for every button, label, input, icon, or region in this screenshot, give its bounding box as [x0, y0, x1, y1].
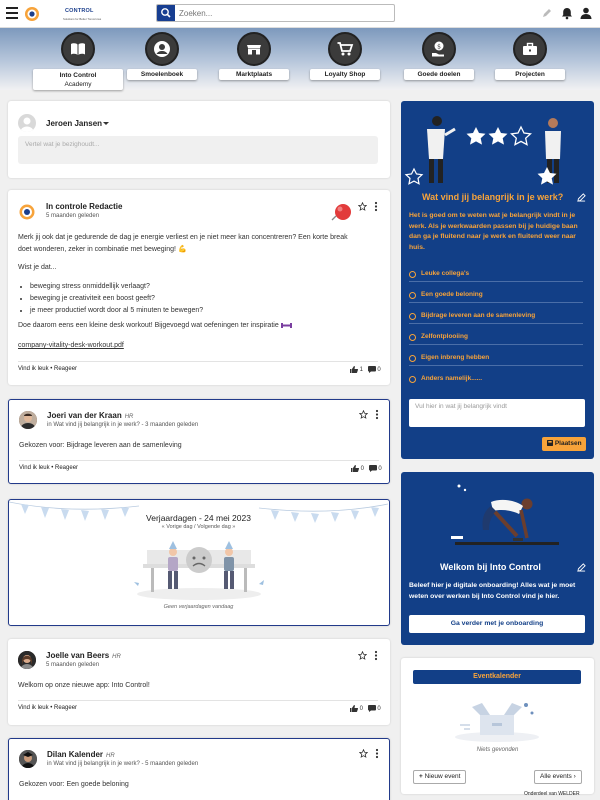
- poll-title: Wat vind jij belangrijk in je werk?: [422, 192, 564, 202]
- post-subtitle[interactable]: in Wat vind jij belangrijk in je werk? - 3 maanden geleden: [47, 422, 199, 428]
- composer-input[interactable]: Vertel wat je bezighoudt...: [18, 136, 378, 164]
- hamburger-icon[interactable]: [6, 7, 18, 19]
- logo-text: CONTROL: [65, 8, 94, 14]
- post-card: [8, 399, 390, 484]
- list-item: • beweging je creativiteit een boost geeft?: [30, 293, 203, 305]
- poll-option[interactable]: Een goede beloning: [409, 289, 583, 303]
- post-text: Gekozen voor: Een goede beloning: [19, 781, 129, 788]
- event-calendar-title: Eventkalender: [413, 670, 581, 684]
- birthdays-day-nav[interactable]: « Vorige dag / Volgende dag »: [161, 524, 236, 530]
- thumbs-up-icon: [350, 366, 358, 373]
- avatar: [18, 651, 36, 669]
- reaction-counts: [350, 705, 381, 712]
- role-label: HR: [124, 414, 134, 420]
- event-calendar-card: [401, 658, 594, 794]
- bell-icon[interactable]: [560, 6, 574, 20]
- poll-option[interactable]: Eigen inbreng hebben: [409, 352, 583, 366]
- like-comment-actions[interactable]: Vind ik leuk • Reageer: [18, 366, 78, 372]
- post-paragraph: Merk jij ook dat je gedurende de dag je energie verliest en je niet meer kan concentreren? Een korte break doet wonderen, zeker in combinatie met beweging!: [18, 234, 348, 253]
- more-options-icon[interactable]: [374, 201, 378, 212]
- attachment-link[interactable]: company-vitality-desk-workout.pdf: [18, 342, 124, 349]
- nav-academy[interactable]: [34, 32, 122, 86]
- birthdays-empty-message: Geen verjaardagen vandaag: [163, 604, 234, 610]
- nav-smoelenboek[interactable]: [118, 32, 206, 86]
- poll-option[interactable]: Bijdrage leveren aan de samenleving: [409, 310, 583, 324]
- comment-count: 0: [378, 466, 382, 473]
- comment-count: 0: [377, 367, 381, 374]
- star-icon[interactable]: [359, 749, 368, 758]
- post-bullet-list: [30, 281, 203, 317]
- all-events-button[interactable]: [534, 770, 582, 784]
- footer-text: Onderdeel van WELDER: [524, 791, 580, 797]
- avatar: [19, 750, 37, 768]
- star-icon[interactable]: [358, 651, 367, 660]
- logo-subtitle: Solutions for Better Tomorrows: [63, 17, 102, 21]
- flexed-bicep-icon: 💪: [177, 246, 187, 253]
- divider: [18, 700, 378, 701]
- dumbbell-icon: [281, 321, 292, 330]
- post-time: 5 maanden geleden: [46, 662, 100, 668]
- chevron-right-icon: ›: [573, 773, 576, 780]
- radio-button[interactable]: [409, 376, 416, 383]
- thumbs-up-icon: [351, 465, 359, 472]
- post-author[interactable]: Dilan Kalender: [47, 750, 104, 759]
- more-options-icon[interactable]: [375, 748, 379, 759]
- search-input[interactable]: [179, 5, 391, 21]
- role-label: HR: [106, 753, 115, 759]
- pencil-icon[interactable]: [540, 6, 554, 20]
- like-comment-actions[interactable]: Vind ik leuk • Reageer: [18, 705, 78, 711]
- nav-loyalty-shop-label: Loyalty Shop: [310, 69, 380, 80]
- welcome-title: Welkom bij Into Control: [440, 562, 541, 572]
- radio-button[interactable]: [409, 313, 416, 320]
- svg-text:$: $: [437, 43, 441, 51]
- nav-marktplaats-label: Marktplaats: [219, 69, 289, 80]
- nav-academy-label: Into Control: [59, 72, 97, 79]
- save-icon: [547, 440, 553, 446]
- briefcase-icon: [513, 32, 547, 66]
- comment-icon: [368, 705, 376, 712]
- thumbs-up-icon: [350, 705, 358, 712]
- like-count: 0: [360, 466, 365, 473]
- radio-button[interactable]: [409, 355, 416, 362]
- reaction-counts: [350, 366, 381, 373]
- role-label: HR: [112, 654, 121, 660]
- comment-icon: [369, 465, 377, 472]
- edit-icon[interactable]: [577, 563, 586, 572]
- book-icon: [61, 32, 95, 66]
- caret-down-icon[interactable]: [103, 121, 109, 126]
- avatar: [18, 114, 36, 132]
- runner-start-illustration: [451, 480, 561, 552]
- events-empty-message: Niets gevonden: [476, 747, 519, 753]
- welcome-panel: [401, 472, 594, 645]
- shopping-cart-icon: [328, 32, 362, 66]
- nav-goede-doelen[interactable]: [395, 32, 483, 86]
- stars-rating-illustration: [401, 107, 594, 187]
- submit-button[interactable]: [542, 437, 586, 451]
- more-options-icon[interactable]: [375, 409, 379, 420]
- like-count: 0: [359, 706, 364, 713]
- sad-people-illustration: [133, 534, 265, 602]
- radio-button[interactable]: [409, 292, 416, 299]
- post-author[interactable]: Joeri van der Kraan: [47, 411, 122, 420]
- company-logo: [18, 203, 36, 221]
- top-bar: [0, 0, 600, 28]
- poll-panel: [401, 101, 594, 459]
- nav-goede-doelen-label: Goede doelen: [404, 69, 474, 80]
- poll-option[interactable]: Zelfontplooiing: [409, 331, 583, 345]
- list-item: • je meer productief wordt door al 5 minuten te bewegen?: [30, 305, 203, 317]
- nav-loyalty-shop[interactable]: [301, 32, 389, 86]
- user-icon[interactable]: [579, 6, 593, 20]
- post-author[interactable]: In controle Redactie: [46, 202, 123, 211]
- poll-option[interactable]: Leuke collega's: [409, 268, 583, 282]
- empty-box-illustration: [452, 693, 542, 743]
- star-icon[interactable]: [358, 202, 367, 211]
- reaction-counts: [351, 465, 382, 472]
- birthdays-card: [8, 499, 390, 626]
- composer-user-name[interactable]: Jeroen Jansen: [46, 119, 103, 128]
- divider: [18, 361, 378, 362]
- search-button[interactable]: [157, 5, 175, 21]
- post-card: [8, 738, 390, 800]
- coins-hand-icon: [422, 32, 456, 66]
- storefront-icon: [237, 32, 271, 66]
- onboarding-button[interactable]: Ga verder met je onboarding: [409, 615, 585, 633]
- post-time: 5 maanden geleden: [46, 213, 100, 219]
- poll-intro: Het is goed om te weten wat je belangrijk vindt in je werk. Als je werkwaarden passen bij je huidige baan dan ga je fluitend naar je werk en fluitend weer naar huis.: [409, 212, 578, 251]
- like-comment-actions[interactable]: Vind ik leuk • Reageer: [19, 465, 79, 471]
- post-author[interactable]: Joelle van Beers: [46, 651, 110, 660]
- nav-marktplaats[interactable]: [210, 32, 298, 86]
- radio-button[interactable]: [409, 334, 416, 341]
- edit-icon[interactable]: [577, 193, 586, 202]
- nav-smoelenboek-label: Smoelenboek: [127, 69, 197, 80]
- more-options-icon[interactable]: [374, 650, 378, 661]
- post-subtitle[interactable]: in Wat vind jij belangrijk in je werk? - 5 maanden geleden: [47, 761, 199, 767]
- search-box: [156, 4, 395, 22]
- logo[interactable]: [24, 5, 102, 23]
- pushpin-icon: [331, 202, 353, 222]
- poll-option[interactable]: Anders namelijk......: [409, 373, 583, 387]
- star-icon[interactable]: [359, 410, 368, 419]
- new-event-button[interactable]: [413, 770, 466, 784]
- avatar: [19, 411, 37, 429]
- comment-icon: [368, 366, 376, 373]
- post-card: [8, 190, 390, 385]
- radio-button[interactable]: [409, 271, 416, 278]
- birthdays-title: Verjaardagen - 24 mei 2023: [146, 513, 251, 523]
- nav-projecten[interactable]: [486, 32, 574, 86]
- post-text: Gekozen voor: Bijdrage leveren aan de samenleving: [19, 442, 182, 449]
- list-item: • beweging stress onmiddellijk verlaagt?: [30, 281, 203, 293]
- post-paragraph: Doe daarom eens een kleine desk workout! Bijgevoegd wat oefeningen ter inspiratie: [18, 322, 279, 329]
- comment-count: 0: [377, 706, 381, 713]
- search-icon: [157, 5, 175, 21]
- like-count: 1: [359, 367, 364, 374]
- plus-icon: +: [419, 773, 423, 780]
- welcome-text: Beleef hier je digitale onboarding! Alles wat je moet weten over werken bij Into Control vind je hier.: [409, 582, 576, 600]
- divider: [19, 460, 379, 461]
- nav-academy-label-2: Academy: [64, 81, 92, 88]
- nav-projecten-label: Projecten: [495, 69, 565, 80]
- post-paragraph: Wist je dat...: [18, 264, 57, 271]
- post-text: Welkom op onze nieuwe app: Into Control!: [18, 682, 150, 689]
- all-events-label: Alle events: [540, 773, 572, 780]
- post-composer: [8, 101, 390, 178]
- navigation-banner: [0, 28, 600, 90]
- new-event-label: Nieuw event: [424, 773, 461, 780]
- poll-custom-input[interactable]: Vul hier in wat jij belangrijk vindt: [409, 399, 585, 427]
- submit-label: Plaatsen: [554, 440, 582, 447]
- user-circle-icon: [145, 32, 179, 66]
- post-card: [8, 639, 390, 725]
